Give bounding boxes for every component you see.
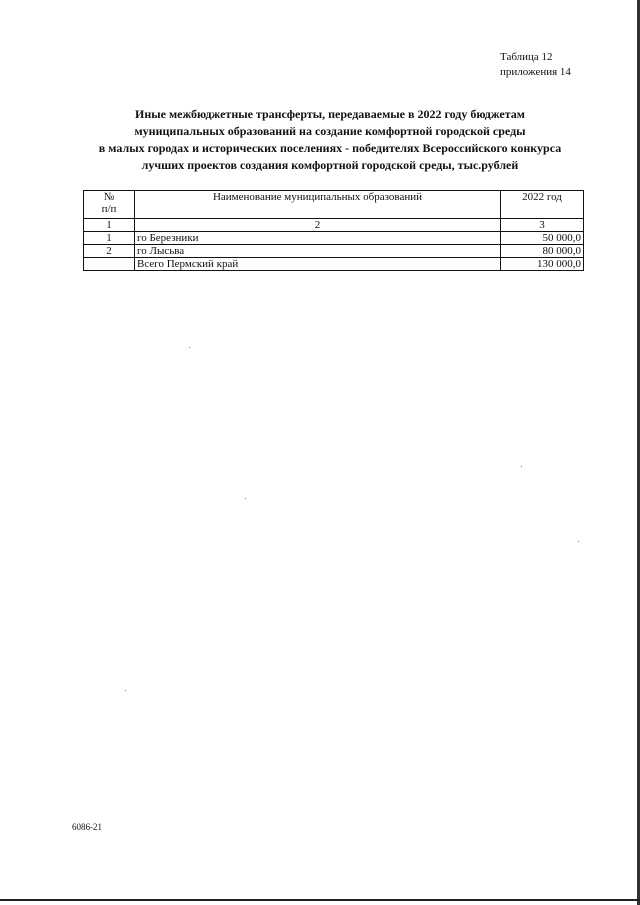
amount-value: 80 000,0	[501, 245, 584, 258]
table-number: Таблица 12	[500, 51, 553, 63]
document-code: 6086-21	[72, 822, 102, 832]
title-line-3: в малых городах и исторических поселениях - победителях Всероссийского конкурса	[98, 141, 562, 155]
scan-speck	[578, 541, 579, 542]
total-value: 130 000,0	[501, 258, 584, 271]
column-header-name: Наименование муниципальных образований	[135, 191, 501, 219]
appendix-number: приложения 14	[500, 66, 571, 78]
title-line-4: лучших проектов создания комфортной городской среды, тыс.рублей	[141, 158, 519, 172]
scan-bottom-edge	[0, 899, 640, 901]
scan-speck	[521, 466, 522, 467]
column-header-year: 2022 год	[501, 191, 584, 219]
column-index-row	[84, 219, 584, 232]
amount-value: 50 000,0	[501, 232, 584, 245]
total-row	[84, 258, 584, 271]
document-title	[60, 106, 600, 174]
total-label: Всего Пермский край	[135, 258, 501, 271]
scan-speck	[245, 498, 246, 499]
scan-speck	[189, 347, 190, 348]
column-index: 3	[501, 219, 584, 232]
table-header-row	[84, 191, 584, 219]
table-row	[84, 245, 584, 258]
table-reference	[500, 50, 571, 80]
row-number: 1	[84, 232, 135, 245]
title-line-1: Иные межбюджетные трансферты, передаваемые в 2022 году бюджетам	[135, 107, 525, 121]
table-row	[84, 232, 584, 245]
column-index: 2	[135, 219, 501, 232]
column-index: 1	[84, 219, 135, 232]
scan-speck	[125, 690, 126, 691]
municipality-name: го Березники	[135, 232, 501, 245]
column-header-number: № п/п	[84, 191, 135, 219]
municipality-name: го Лысьва	[135, 245, 501, 258]
row-number: 2	[84, 245, 135, 258]
transfers-table	[83, 190, 584, 271]
title-line-2: муниципальных образований на создание комфортной городской среды	[134, 124, 526, 138]
total-number	[84, 258, 135, 271]
